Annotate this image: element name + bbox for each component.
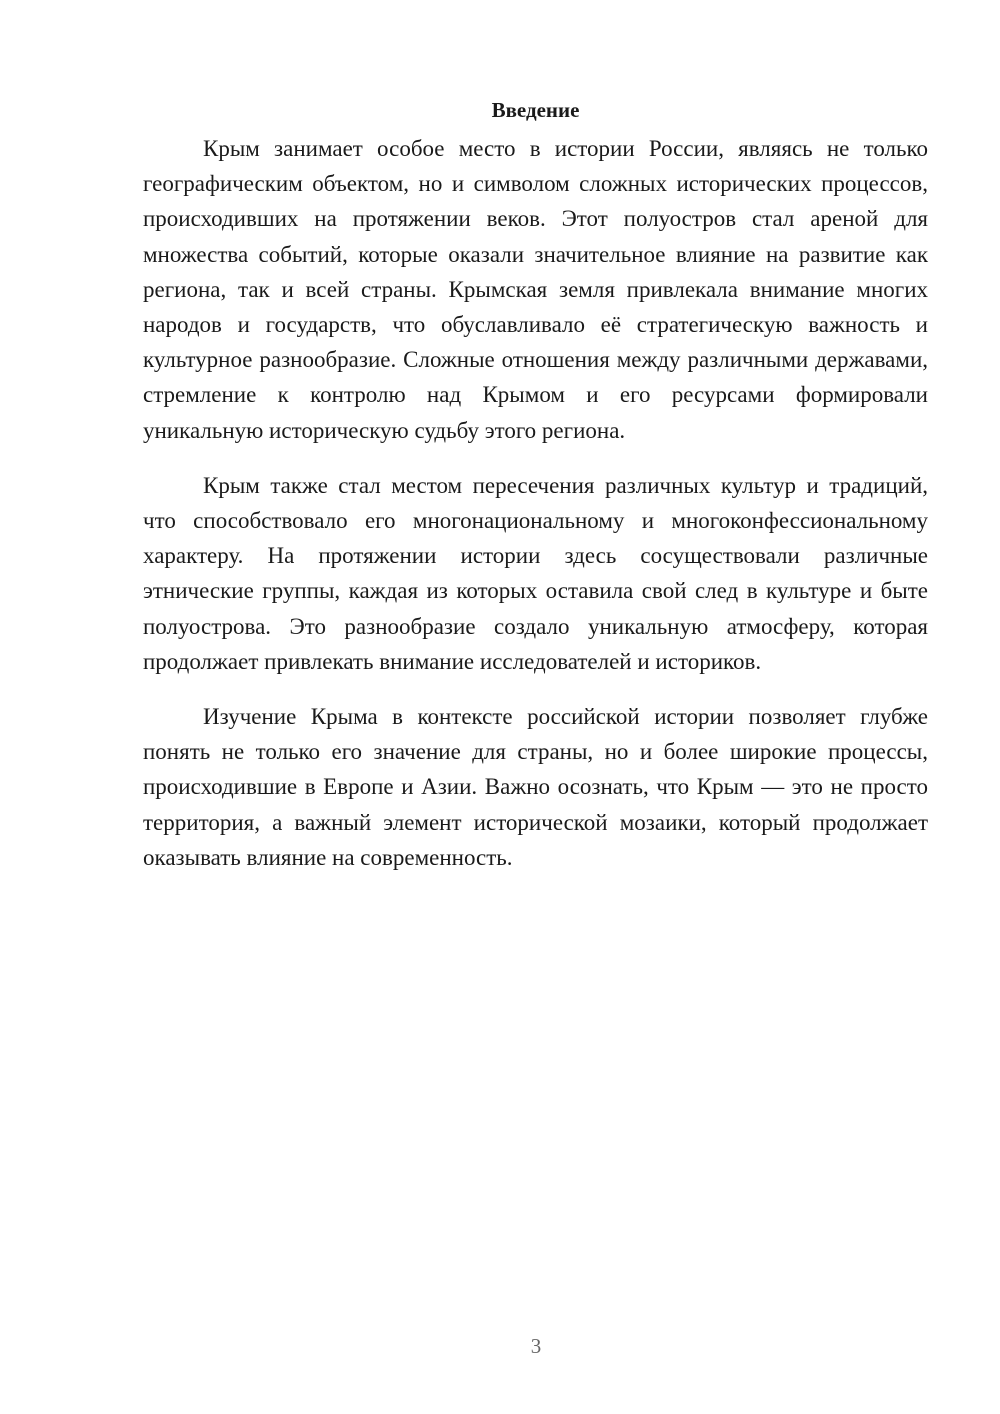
page-content: [143, 95, 928, 875]
section-heading: Введение: [491, 98, 580, 122]
page-number: 3: [530, 1334, 542, 1358]
paragraph-2: Крым также стал местом пересечения различных культур и традиций, что способствовало его многонациональному и многоконфессиональному характеру. На протяжении истории здесь сосуществовали различные этнические группы, каждая из которых оставила свой след в культуре и быте полуострова. Это разнообразие создало уникальную атмосферу, которая продолжает привлекать внимание исследователей и историков.: [143, 472, 928, 674]
paragraph-3: Изучение Крыма в контексте российской истории позволяет глубже понять не только его значение для страны, но и более широкие процессы, происходившие в Европе и Азии. Важно осознать, что Крым — это не просто территория, а важный элемент исторической мозаики, который продолжает оказывать влияние на современность.: [143, 704, 928, 870]
paragraph-1: Крым занимает особое место в истории России, являясь не только географическим объектом, но и символом сложных исторических процессов, происходивших на протяжении веков. Этот полуостров стал ареной для множества событий, которые оказали значительное влияние на развитие как региона, так и всей страны. Крымская земля привлекала внимание многих народов и государств, что обуславливало её стратегическую важность и культурное разнообразие. Сложные отношения между различными державами, стремление к контролю над Крымом и его ресурсами формировали уникальную историческую судьбу этого региона.: [143, 136, 928, 443]
